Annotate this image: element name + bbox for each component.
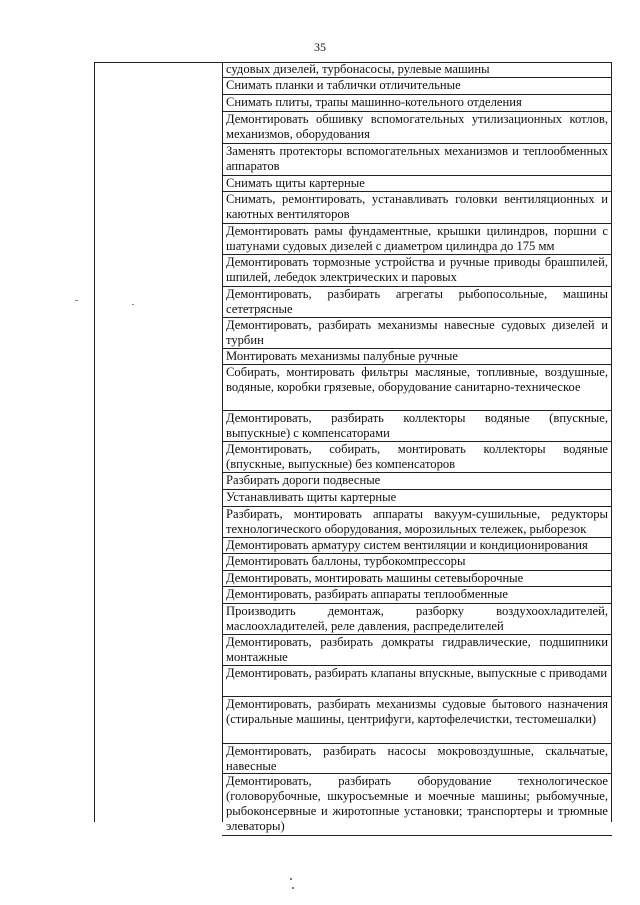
table-row: Производить демонтаж, разборку воздухоохладителей, маслоохладителей, реле давления, распределителей bbox=[222, 604, 612, 635]
table-row: Демонтировать, разбирать механизмы судовые бытового назначения (стиральные машины, центрифуги, картофелечистки, тестомешалки) bbox=[222, 697, 612, 744]
table-row: Демонтировать баллоны, турбокомпрессоры bbox=[222, 554, 612, 571]
table-row: Разбирать дороги подвесные bbox=[222, 473, 612, 490]
table-row: Демонтировать, разбирать агрегаты рыбопосольные, машины сететрясные bbox=[222, 287, 612, 318]
table-row: Демонтировать, разбирать механизмы навесные судовых дизелей и турбин bbox=[222, 318, 612, 349]
table-row: Демонтировать, собирать, монтировать коллекторы водяные (впускные, выпускные) без компенсаторов bbox=[222, 442, 612, 473]
table-row: Демонтировать рамы фундаментные, крышки цилиндров, поршни с шатунами судовых дизелей с диаметром цилиндра до 175 мм bbox=[222, 224, 612, 255]
table-row: судовых дизелей, турбонасосы, рулевые машины bbox=[222, 62, 612, 78]
page-number: 35 bbox=[314, 40, 326, 54]
table-row: Монтировать механизмы палубные ручные bbox=[222, 349, 612, 365]
table-row: Снимать, ремонтировать, устанавливать головки вентиляционных и каютных вентиляторов bbox=[222, 192, 612, 224]
table-row: Демонтировать, разбирать клапаны впускные, выпускные с приводами bbox=[222, 666, 612, 697]
table-row: Демонтировать обшивку вспомогательных утилизационных котлов, механизмов, оборудования bbox=[222, 112, 612, 144]
table-row: Снимать щиты картерные bbox=[222, 176, 612, 192]
scan-speck bbox=[290, 878, 292, 880]
scan-speck bbox=[292, 887, 294, 889]
table-row: Демонтировать, разбирать насосы мокровоздушные, скальчатые, навесные bbox=[222, 744, 612, 774]
scan-speck bbox=[132, 304, 134, 305]
table-row: Снимать планки и таблички отличительные bbox=[222, 78, 612, 95]
scan-speck bbox=[75, 300, 78, 301]
table-row: Демонтировать тормозные устройства и ручные приводы брашпилей, шпилей, лебедок электрических и паровых bbox=[222, 255, 612, 287]
table-row: Демонтировать, разбирать домкраты гидравлические, подшипники монтажные bbox=[222, 635, 612, 666]
table-row: Снимать плиты, трапы машинно-котельного отделения bbox=[222, 95, 612, 112]
table-row: Устанавливать щиты картерные bbox=[222, 490, 612, 507]
table-row: Разбирать, монтировать аппараты вакуум-сушильные, редукторы технологического оборудования, морозильных тележек, рыборезок bbox=[222, 507, 612, 538]
table-row: Демонтировать, монтировать машины сетевыборочные bbox=[222, 571, 612, 587]
table-row: Собирать, монтировать фильтры масляные, топливные, воздушные, водяные, коробки грязевые, оборудование санитарно-техническое bbox=[222, 365, 612, 411]
work-list-column bbox=[222, 62, 612, 836]
table-row: Демонтировать, разбирать коллекторы водяные (впускные, выпускные) с компенсаторами bbox=[222, 411, 612, 442]
table-row: Демонтировать, разбирать аппараты теплообменные bbox=[222, 587, 612, 604]
table-row: Демонтировать арматуру систем вентиляции и кондиционирования bbox=[222, 538, 612, 554]
table-row: Демонтировать, разбирать оборудование технологическое (головорубочные, шкуросъемные и моечные машины; рыбомучные, рыбоконсервные и жиротопные установки; транспортеры и трюмные элеваторы) bbox=[222, 774, 612, 836]
table-row: Заменять протекторы вспомогательных механизмов и теплообменных аппаратов bbox=[222, 144, 612, 176]
